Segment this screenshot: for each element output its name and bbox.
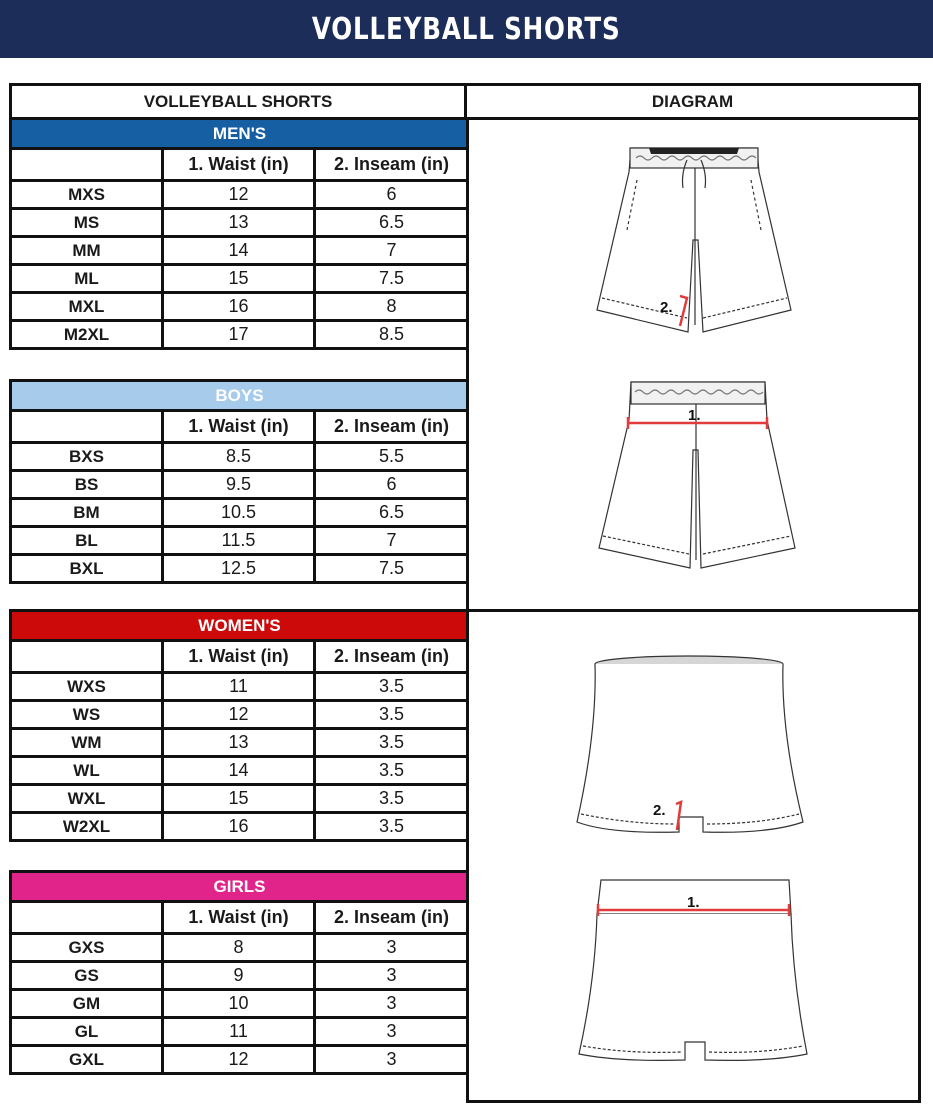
waist-column-header: 1. Waist (in) — [163, 902, 315, 934]
page-title: VOLLEYBALL SHORTS — [312, 11, 621, 47]
table-row — [11, 209, 469, 237]
waist-cell: 14 — [163, 237, 315, 265]
women-inseam-marker: 2. — [653, 802, 666, 819]
mens-size-table — [9, 117, 470, 350]
inseam-cell: 3.5 — [315, 673, 469, 701]
title-banner — [0, 0, 933, 58]
table-row — [11, 471, 469, 499]
inseam-cell: 6 — [315, 471, 469, 499]
size-cell: BL — [11, 527, 163, 555]
waist-cell: 11.5 — [163, 527, 315, 555]
inseam-cell: 3 — [315, 990, 469, 1018]
inseam-cell: 5.5 — [315, 443, 469, 471]
size-cell: ML — [11, 265, 163, 293]
waist-cell: 13 — [163, 209, 315, 237]
size-cell: WS — [11, 701, 163, 729]
waist-cell: 10 — [163, 990, 315, 1018]
inseam-cell: 3.5 — [315, 813, 469, 841]
womens-shorts-illustration — [469, 612, 918, 1100]
inseam-cell: 3 — [315, 1046, 469, 1074]
girls-section-header: GIRLS — [11, 872, 469, 902]
mens-shorts-front — [597, 148, 791, 332]
size-cell: WXS — [11, 673, 163, 701]
size-cell: GXL — [11, 1046, 163, 1074]
inseam-cell: 8 — [315, 293, 469, 321]
size-cell: WM — [11, 729, 163, 757]
womens-section-header: WOMEN'S — [11, 611, 469, 641]
mens-section-header: MEN'S — [11, 119, 469, 149]
womens-shorts-diagram — [466, 609, 921, 1103]
table-row — [11, 934, 469, 962]
mens-shorts-diagram — [466, 117, 921, 612]
size-cell: M2XL — [11, 321, 163, 349]
inseam-cell: 6.5 — [315, 499, 469, 527]
empty-header-cell — [11, 902, 163, 934]
table-row — [11, 527, 469, 555]
table-row — [11, 293, 469, 321]
waist-cell: 12 — [163, 1046, 315, 1074]
size-cell: BXL — [11, 555, 163, 583]
waist-cell: 10.5 — [163, 499, 315, 527]
womens-shorts-front — [577, 656, 803, 832]
table-row — [11, 443, 469, 471]
waist-cell: 11 — [163, 673, 315, 701]
table-row — [11, 813, 469, 841]
inseam-cell: 6.5 — [315, 209, 469, 237]
table-row — [11, 785, 469, 813]
waist-cell: 9.5 — [163, 471, 315, 499]
empty-header-cell — [11, 149, 163, 181]
waist-cell: 8 — [163, 934, 315, 962]
inseam-cell: 7.5 — [315, 555, 469, 583]
inseam-cell: 7.5 — [315, 265, 469, 293]
size-cell: W2XL — [11, 813, 163, 841]
table-row — [11, 673, 469, 701]
waist-cell: 15 — [163, 265, 315, 293]
table-row — [11, 181, 469, 209]
inseam-cell: 3 — [315, 962, 469, 990]
girls-size-table — [9, 870, 470, 1075]
size-cell: MXS — [11, 181, 163, 209]
table-row — [11, 729, 469, 757]
table-header-left-label: VOLLEYBALL SHORTS — [143, 91, 333, 111]
inseam-cell: 3.5 — [315, 729, 469, 757]
inseam-cell: 8.5 — [315, 321, 469, 349]
waist-column-header: 1. Waist (in) — [163, 149, 315, 181]
size-cell: BS — [11, 471, 163, 499]
size-cell: GM — [11, 990, 163, 1018]
table-row — [11, 990, 469, 1018]
table-row — [11, 757, 469, 785]
table-header-right-label: DIAGRAM — [651, 91, 734, 111]
waist-cell: 13 — [163, 729, 315, 757]
men-waist-marker: 1. — [688, 407, 701, 424]
table-row — [11, 962, 469, 990]
inseam-cell: 3.5 — [315, 785, 469, 813]
empty-header-cell — [11, 411, 163, 443]
inseam-column-header: 2. Inseam (in) — [315, 149, 469, 181]
table-row — [11, 237, 469, 265]
table-row — [11, 321, 469, 349]
inseam-cell: 3.5 — [315, 701, 469, 729]
boys-size-table — [9, 379, 470, 584]
waist-column-header: 1. Waist (in) — [163, 411, 315, 443]
waist-cell: 15 — [163, 785, 315, 813]
table-row — [11, 555, 469, 583]
boys-section-header: BOYS — [11, 381, 469, 411]
inseam-cell: 3 — [315, 1018, 469, 1046]
waist-cell: 12.5 — [163, 555, 315, 583]
table-row — [11, 265, 469, 293]
inseam-column-header: 2. Inseam (in) — [315, 411, 469, 443]
waist-cell: 16 — [163, 813, 315, 841]
size-cell: BXS — [11, 443, 163, 471]
size-cell: WL — [11, 757, 163, 785]
table-header-left — [9, 83, 467, 120]
inseam-cell: 3 — [315, 934, 469, 962]
table-row — [11, 499, 469, 527]
inseam-column-header: 2. Inseam (in) — [315, 641, 469, 673]
waist-cell: 9 — [163, 962, 315, 990]
inseam-column-header: 2. Inseam (in) — [315, 902, 469, 934]
size-cell: MM — [11, 237, 163, 265]
size-cell: BM — [11, 499, 163, 527]
waist-column-header: 1. Waist (in) — [163, 641, 315, 673]
womens-size-table — [9, 609, 470, 842]
waist-cell: 12 — [163, 701, 315, 729]
women-waist-marker: 1. — [687, 894, 700, 911]
size-cell: WXL — [11, 785, 163, 813]
waist-cell: 14 — [163, 757, 315, 785]
waist-cell: 16 — [163, 293, 315, 321]
inseam-cell: 7 — [315, 237, 469, 265]
table-row — [11, 1046, 469, 1074]
waist-cell: 17 — [163, 321, 315, 349]
inseam-cell: 7 — [315, 527, 469, 555]
empty-header-cell — [11, 641, 163, 673]
size-cell: MS — [11, 209, 163, 237]
size-cell: GXS — [11, 934, 163, 962]
table-row — [11, 701, 469, 729]
inseam-cell: 3.5 — [315, 757, 469, 785]
table-header-right — [464, 83, 921, 120]
waist-cell: 11 — [163, 1018, 315, 1046]
waist-cell: 8.5 — [163, 443, 315, 471]
size-cell: GL — [11, 1018, 163, 1046]
size-cell: GS — [11, 962, 163, 990]
size-cell: MXL — [11, 293, 163, 321]
table-row — [11, 1018, 469, 1046]
inseam-cell: 6 — [315, 181, 469, 209]
waist-cell: 12 — [163, 181, 315, 209]
men-inseam-marker: 2. — [660, 299, 673, 316]
mens-shorts-illustration — [469, 120, 918, 609]
